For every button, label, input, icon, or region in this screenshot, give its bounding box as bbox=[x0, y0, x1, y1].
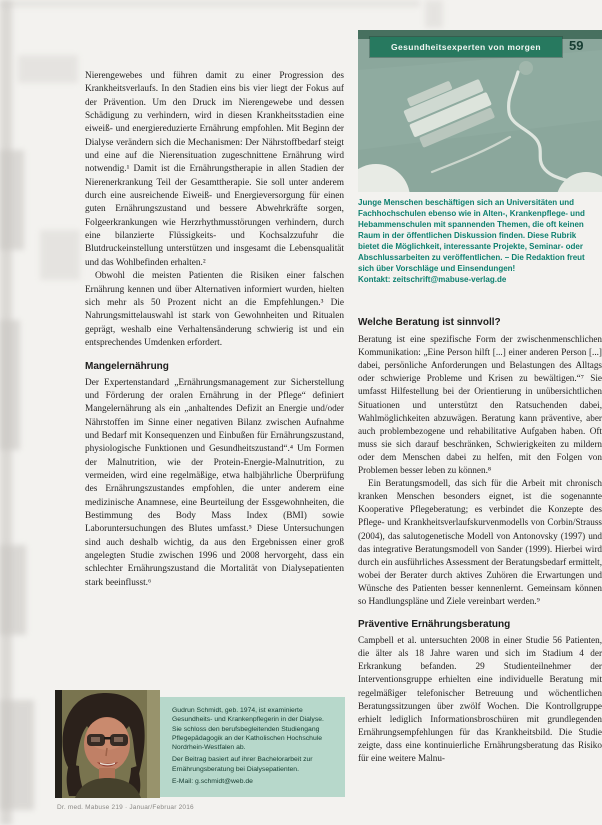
section-heading-praeventive-ernaehrungsberatung: Präventive Ernährungsberatung bbox=[358, 619, 511, 631]
caption-text: Junge Menschen beschäftigen sich an Universitäten und Fachhochschulen ebenso wie in Alten-, Krankenpflege- und Hebammenschulen mit spannenden Themen, die oft keinen Raum in der öffentlichen Diskussion finden. Diese Rubrik bietet die Möglichkeit, interessante Projekte, Seminar- oder Abschlussarbeiten zu veröffentlichen. – Die Redaktion freut sich über Vorschläge und Einsendungen! bbox=[358, 198, 585, 273]
author-bio: Gudrun Schmidt, geb. 1974, ist examinierte Gesundheits- und Krankenpflegerin in der Dialyse. Sie schloss den berufsbegleitenden Studiengang Pflegepädagogik an der Katholischen Hochschule Nordrhein-Westfalen ab. bbox=[172, 707, 324, 752]
scan-artifact bbox=[0, 150, 24, 250]
page-number: 59 bbox=[569, 38, 584, 53]
caption-contact-email: Kontakt: zeitschrift@mabuse-verlag.de bbox=[358, 275, 507, 284]
paragraph: Beratung ist eine spezifische Form der zwischenmenschlichen Kommunikation: „Eine Person hilft [...] einer anderen Person [...] dabei, persönliche Anforderungen und Belastungen des Alltags oder schwierige Probleme und Krisen zu bewältigen.“⁷ Sie umfasst Hilfestellung bei der Orientierung in unübersichtlichen Situationen und unterstützt den Ratsuchenden dabei, Wahlmöglichkeiten abzuwägen. Beratung kann präventive, aber auch problembezogene und rehabilitative Aufgaben haben. Oft muss sie sich darauf beschränken, Schwierigkeiten zu mildern oder dem Menschen dabei zu helfen, mit den Folgen von Problemen besser leben zu können.⁸ bbox=[358, 334, 602, 476]
scan-artifact bbox=[425, 0, 443, 28]
author-info-box bbox=[160, 697, 345, 797]
paragraph: Obwohl die meisten Patienten die Risiken einer falschen Ernährung kennen und über Alternativen informiert wurden, hielten sich mehr als 50 Prozent nicht an die Empfehlungen.³ Die Nahrungsmittelauswahl ist stark von Gewohnheiten und Ritualen geprägt, weshalb eine Verhaltensänderung schwierig ist und ein entsprechendes Umdenken erfordert. bbox=[85, 271, 344, 348]
paragraph: Campbell et al. untersuchten 2008 in einer Studie 56 Patienten, die älter als 18 Jahre waren und sich im Stadium 4 der Erkrankung befanden. 29 Studienteilnehmer der Interventionsgruppe erhielten eine individuelle Beratung mit regelmäßiger telefonischer Betreuung und wöchentlichen Beratungssitzungen über zwölf Wochen. Die Kontrollgruppe erhielt lediglich Informationsbroschüren mit grundlegenden Ernährungsempfehlungen für das Krankheitsbild. Die Studie zeigte, dass eine kontinuierliche Ernährungsberatung das Risiko für eine weitere Malnu- bbox=[358, 635, 602, 763]
section-heading-beratung: Welche Beratung ist sinnvoll? bbox=[358, 317, 501, 328]
journal-footer: Dr. med. Mabuse 219 · Januar/Februar 2016 bbox=[57, 804, 194, 811]
author-portrait-photo bbox=[55, 690, 160, 798]
right-text-column bbox=[358, 316, 602, 765]
section-heading-mangelernaehrung: Mangelernährung bbox=[85, 361, 169, 373]
scan-artifact bbox=[0, 320, 20, 450]
scan-artifact bbox=[18, 55, 78, 83]
rubric-label: Gesundheitsexperten von morgen bbox=[391, 42, 541, 52]
scan-artifact bbox=[40, 230, 80, 280]
paragraph: Der Expertenstandard „Ernährungsmanagement zur Sicherstellung und Förderung der oralen Ernährung in der Pflege“ definiert Mangelernährung als ein „anhaltendes Defizit an Energie und/oder Nährstoffen im Sinne einer negativen Bilanz zwischen Aufnahme und Bedarf mit Konsequenzen und Einbußen für Ernährungszustand, physiologische Funktionen und Gesundheitszustand“.⁴ Um Formen der Malnutrition, wie der Protein-Energie-Malnutrition, zu vermeiden, wird eine regelmäßige, etwa halbjährliche Überprüfung des Ernährungszustandes empfohlen, die unter anderem eine medizinische Anamnese, eine Beurteilung der Essgewohnheiten, die Bestimmung des Body Mass Index (BMI) sowie Laboruntersuchungen des Blutes umfasst.⁵ Diese Untersuchungen sind auch deshalb wichtig, da aus den Ergebnissen einer groß angelegten Studie zwischen 1996 und 2008 hervorgeht, dass ein schlechter Ernährungszustand die Mortalität von Dialysepatienten stark beeinflusst.⁶ bbox=[85, 377, 344, 588]
scan-artifact bbox=[0, 700, 34, 810]
scan-artifact bbox=[0, 0, 420, 7]
photo-caption bbox=[358, 197, 599, 293]
left-text-column bbox=[85, 70, 344, 590]
author-contact-email: E-Mail: g.schmidt@web.de bbox=[172, 778, 253, 786]
paragraph: Nierengewebes und führen damit zu einer Progression des Krankheitsverlaufs. In den Stadien eins bis vier liegt der Fokus auf der Prävention. Um den Druck im Nierengewebe und dessen Schädigung zu verhindern, wird in diesen Krankheitsstadien eine eiweiß- und energiereduzierte Ernährung empfohlen. Mit Beginn der Dialyse verändern sich die Mechanismen: Der Nährstoffbedarf steigt und eine auf die Nierensituation zugeschnittene Ernährung wird notwendig.¹ Damit ist die Ernährungstherapie in allen Stadien der Nierenerkrankung Teil der Gesamttherapie. Sie soll unter anderem durch eine ausreichende Eiweiß- und Energieversorgung für einen guten Ernährungszustand und bessere Abwehrkräfte sorgen, Folgeerkrankungen wie Herzrhythmusstörungen verhindern, durch eine bilanzierte Flüssigkeits- und Kochsalzzufuhr die Blutdruckeinstellung unterstützen und insgesamt die Lebensqualität und das Wohlbefinden erhalten.² bbox=[85, 71, 344, 268]
rubric-tab bbox=[370, 37, 562, 57]
author-note: Der Beitrag basiert auf ihrer Bachelorarbeit zur Ernährungsberatung bei Dialysepatienten. bbox=[172, 756, 313, 773]
paragraph: Ein Beratungsmodell, das sich für die Arbeit mit chronisch kranken Menschen besonders eignet, ist die sogenannte Kooperative Pflegeberatung; es verbindet die Konzepte des Pflege- und Krankheitsverlaufskurvenmodells von Corbin/Strauss (2004), das salutogenetische Modell von Antonovsky (1997) und das integrative Beratungsmodell von Sander (1999). Hierbei wird durch ein ausführliches Assessment der Beratungsbedarf ermittelt, wobei der Berater durch aktives Zuhören die Erwartungen und Wünsche des Patienten besser kennenlernt. Gemeinsam können so Handlungspläne und Ziele vereinbart werden.⁹ bbox=[358, 478, 602, 606]
scan-artifact bbox=[0, 545, 26, 635]
